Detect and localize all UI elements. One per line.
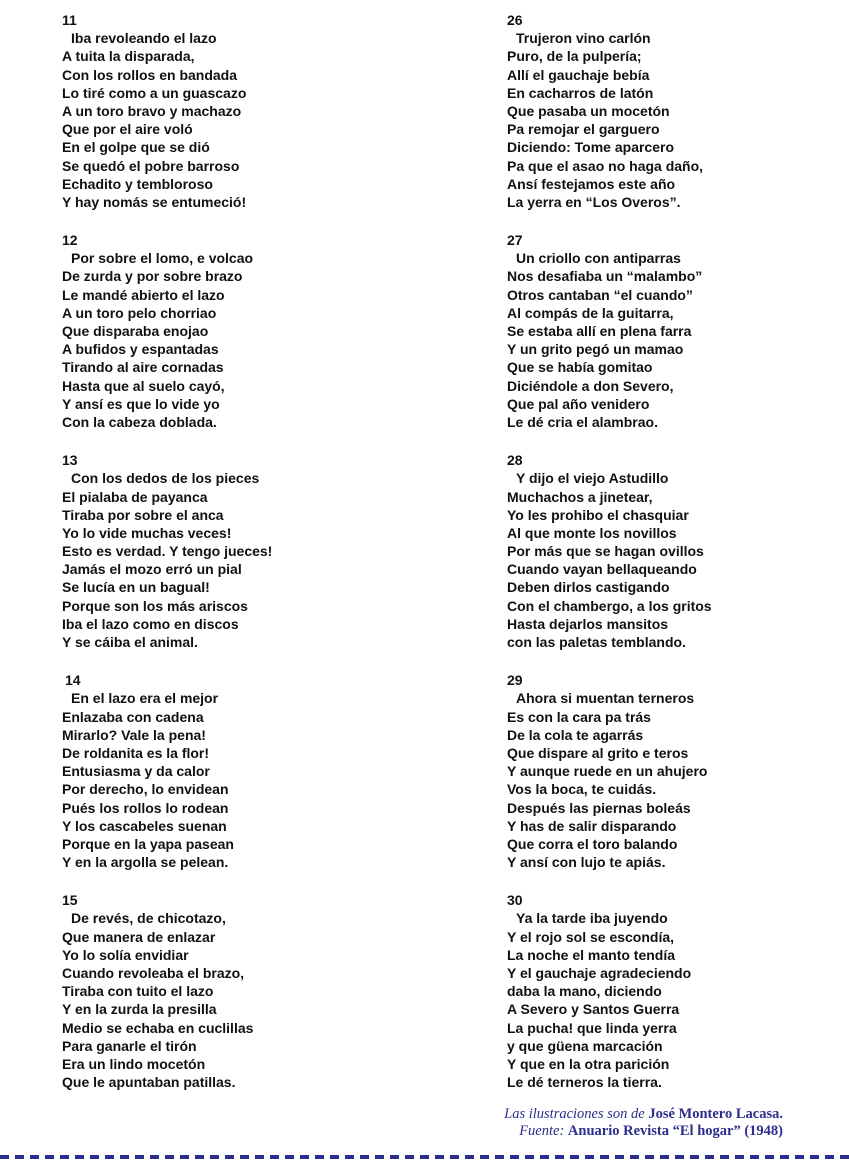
verse-line: Allí el gauchaje bebía (507, 66, 650, 83)
stanza-number: 27 (507, 232, 523, 249)
verse-line: Y el rojo sol se escondía, (507, 928, 675, 945)
verse-line: Tiraba por sobre el anca (62, 506, 224, 523)
verse-line: La yerra en “Los Overos”. (507, 193, 681, 210)
verse-line: A bufidos y espantadas (62, 341, 219, 358)
verse-line: De revés, de chicotazo, (71, 910, 226, 927)
verse-line: De zurda y por sobre brazo (62, 268, 243, 285)
verse-line: Tiraba con tuito el lazo (62, 983, 214, 1000)
verse-line: Diciéndole a don Severo, (507, 377, 674, 394)
verse-line: Deben dirlos castigando (507, 579, 670, 596)
verse-line: Pués los rollos lo rodean (62, 799, 229, 816)
verse-line: Yo lo solía envidiar (62, 946, 189, 963)
right-column (507, 11, 837, 1111)
verse-line: Se lucía en un bagual! (62, 579, 210, 596)
stanza-number: 28 (507, 452, 523, 469)
verse-line: Y se cáiba el animal. (62, 634, 198, 650)
verse-line: Trujeron vino carlón (516, 30, 651, 47)
verse-line: A un toro pelo chorriao (62, 304, 217, 321)
verse-line: Con los rollos en bandada (62, 66, 238, 83)
verse-line: Echadito y tembloroso (62, 175, 213, 192)
stanza-30 (507, 891, 837, 1091)
verse-line: daba la mano, diciendo (507, 983, 662, 1000)
dashed-divider (0, 1155, 849, 1159)
verse-line: De roldanita es la flor! (62, 744, 210, 761)
verse-line: Hasta que al suelo cayó, (62, 377, 225, 394)
verse-line: Por más que se hagan ovillos (507, 543, 704, 560)
verse-line: Que manera de enlazar (62, 928, 216, 945)
verse-line: Mirarlo? Vale la pena! (62, 726, 206, 743)
source-label: Fuente: (519, 1123, 565, 1139)
verse-line: A tuita la disparada, (62, 48, 195, 65)
credits-block (504, 1106, 783, 1140)
verse-line: Que pal año venidero (507, 395, 650, 412)
verse-line: Un criollo con antiparras (516, 250, 681, 267)
verse-line: Esto es verdad. Y tengo jueces! (62, 543, 273, 560)
verse-line: En el golpe que se dió (62, 139, 210, 156)
verse-line: Y ansí con lujo te apiás. (507, 854, 666, 871)
verse-line: En cacharros de latón (507, 84, 654, 101)
stanza-number: 29 (507, 672, 523, 689)
verse-line: La pucha! que linda yerra (507, 1019, 677, 1036)
stanza-13 (62, 451, 422, 651)
verse-line: Otros cantaban “el cuando” (507, 286, 693, 303)
verse-line: Que le apuntaban patillas. (62, 1074, 236, 1091)
verse-line: Y aunque ruede en un ahujero (507, 763, 708, 780)
verse-line: Nos desafiaba un “malambo” (507, 268, 703, 285)
stanza-number: 14 (65, 672, 81, 689)
stanza-11 (62, 11, 422, 211)
verse-line: Y un grito pegó un mamao (507, 341, 684, 358)
verse-line: Y ansí es que lo vide yo (62, 395, 220, 412)
verse-line: Con el chambergo, a los gritos (507, 597, 712, 614)
stanza-12 (62, 231, 422, 431)
stanza-15 (62, 891, 422, 1091)
verse-line: A Severo y Santos Guerra (507, 1001, 680, 1018)
stanza-27 (507, 231, 837, 431)
verse-line: Iba revoleando el lazo (71, 30, 217, 47)
stanza-number: 15 (62, 892, 78, 909)
verse-line: Vos la boca, te cuidás. (507, 781, 657, 798)
verse-line: Y has de salir disparando (507, 817, 677, 834)
verse-line: Que por el aire voló (62, 121, 193, 138)
verse-line: Por sobre el lomo, e volcao (71, 250, 254, 267)
stanza-number: 30 (507, 892, 523, 909)
verse-line: Que se había gomitao (507, 359, 653, 376)
illustrations-label: Las ilustraciones son de (504, 1106, 645, 1122)
verse-line: Al que monte los novillos (507, 524, 677, 541)
verse-line: Yo les prohibo el chasquiar (507, 506, 689, 523)
verse-line: Medio se echaba en cuclillas (62, 1019, 254, 1036)
verse-line: Le mandé abierto el lazo (62, 286, 225, 303)
verse-line: Ya la tarde iba juyendo (516, 910, 668, 927)
verse-line: Hasta dejarlos mansitos (507, 615, 669, 632)
stanza-29 (507, 671, 837, 871)
verse-line: Y que en la otra parición (507, 1055, 670, 1072)
verse-line: Y los cascabeles suenan (62, 817, 227, 834)
verse-line: Jamás el mozo erró un pial (62, 561, 242, 578)
stanza-number: 12 (62, 232, 78, 249)
verse-line: Y hay nomás se entumeció! (62, 193, 247, 210)
verse-line: Y dijo el viejo Astudillo (516, 470, 669, 487)
verse-line: Entusiasma y da calor (62, 763, 210, 780)
stanza-number: 26 (507, 12, 523, 28)
verse-line: Al compás de la guitarra, (507, 304, 674, 321)
stanza-26 (507, 11, 837, 211)
verse-line: Le dé cria el alambrao. (507, 413, 658, 430)
verse-line: Puro, de la pulpería; (507, 48, 642, 65)
verse-line: En el lazo era el mejor (71, 690, 219, 707)
stanza-14 (62, 671, 422, 871)
verse-line: con las paletas temblando. (507, 634, 686, 650)
verse-line: Pa que el asao no haga daño, (507, 157, 704, 174)
verse-line: Para ganarle el tirón (62, 1037, 197, 1054)
verse-line: Y en la argolla se pelean. (62, 854, 229, 871)
verse-line: Que pasaba un mocetón (507, 102, 670, 119)
verse-line: Le dé terneros la tierra. (507, 1074, 662, 1091)
verse-line: Con la cabeza doblada. (62, 413, 217, 430)
verse-line: Era un lindo mocetón (62, 1055, 206, 1072)
verse-line: Por derecho, lo envidean (62, 781, 229, 798)
verse-line: Muchachos a jinetear, (507, 488, 653, 505)
verse-line: Porque son los más ariscos (62, 597, 248, 614)
verse-line: Ahora si muentan terneros (516, 690, 695, 707)
verse-line: A un toro bravo y machazo (62, 102, 242, 119)
verse-line: Y en la zurda la presilla (62, 1001, 217, 1018)
verse-line: Se quedó el pobre barroso (62, 157, 240, 174)
verse-line: Diciendo: Tome aparcero (507, 139, 675, 156)
illustrator-name: José Montero Lacasa. (648, 1106, 783, 1122)
verse-line: Es con la cara pa trás (507, 708, 651, 725)
verse-line: Yo lo vide muchas veces! (62, 524, 232, 541)
verse-line: Enlazaba con cadena (62, 708, 204, 725)
source-credit (504, 1123, 783, 1140)
verse-line: El pialaba de payanca (62, 488, 208, 505)
verse-line: Iba el lazo como en discos (62, 615, 239, 632)
verse-line: Porque en la yapa pasean (62, 835, 234, 852)
verse-line: La noche el manto tendía (507, 946, 676, 963)
verse-line: Pa remojar el garguero (507, 121, 660, 138)
verse-line: Tirando al aire cornadas (62, 359, 224, 376)
verse-line: Que corra el toro balando (507, 835, 678, 852)
stanza-number: 13 (62, 452, 78, 469)
verse-line: Ansí festejamos este año (507, 175, 676, 192)
verse-line: Que disparaba enojao (62, 323, 209, 339)
verse-line: Cuando vayan bellaqueando (507, 561, 697, 578)
verse-line: Después las piernas boleás (507, 799, 691, 816)
source-name: Anuario Revista “El hogar” (1948) (567, 1123, 783, 1139)
verse-line: De la cola te agarrás (507, 726, 644, 743)
stanza-28 (507, 451, 837, 651)
verse-line: Cuando revoleaba el brazo, (62, 965, 245, 981)
verse-line: Con los dedos de los pieces (71, 470, 260, 487)
verse-line: Lo tiré como a un guascazo (62, 84, 247, 101)
verse-line: Que dispare al grito e teros (507, 744, 689, 761)
stanza-number: 11 (62, 12, 77, 28)
verse-line: Se estaba allí en plena farra (507, 323, 692, 339)
verse-line: Y el gauchaje agradeciendo (507, 965, 692, 981)
verse-line: y que güena marcación (507, 1037, 663, 1054)
illustrations-credit (504, 1106, 783, 1123)
left-column (62, 11, 422, 1111)
